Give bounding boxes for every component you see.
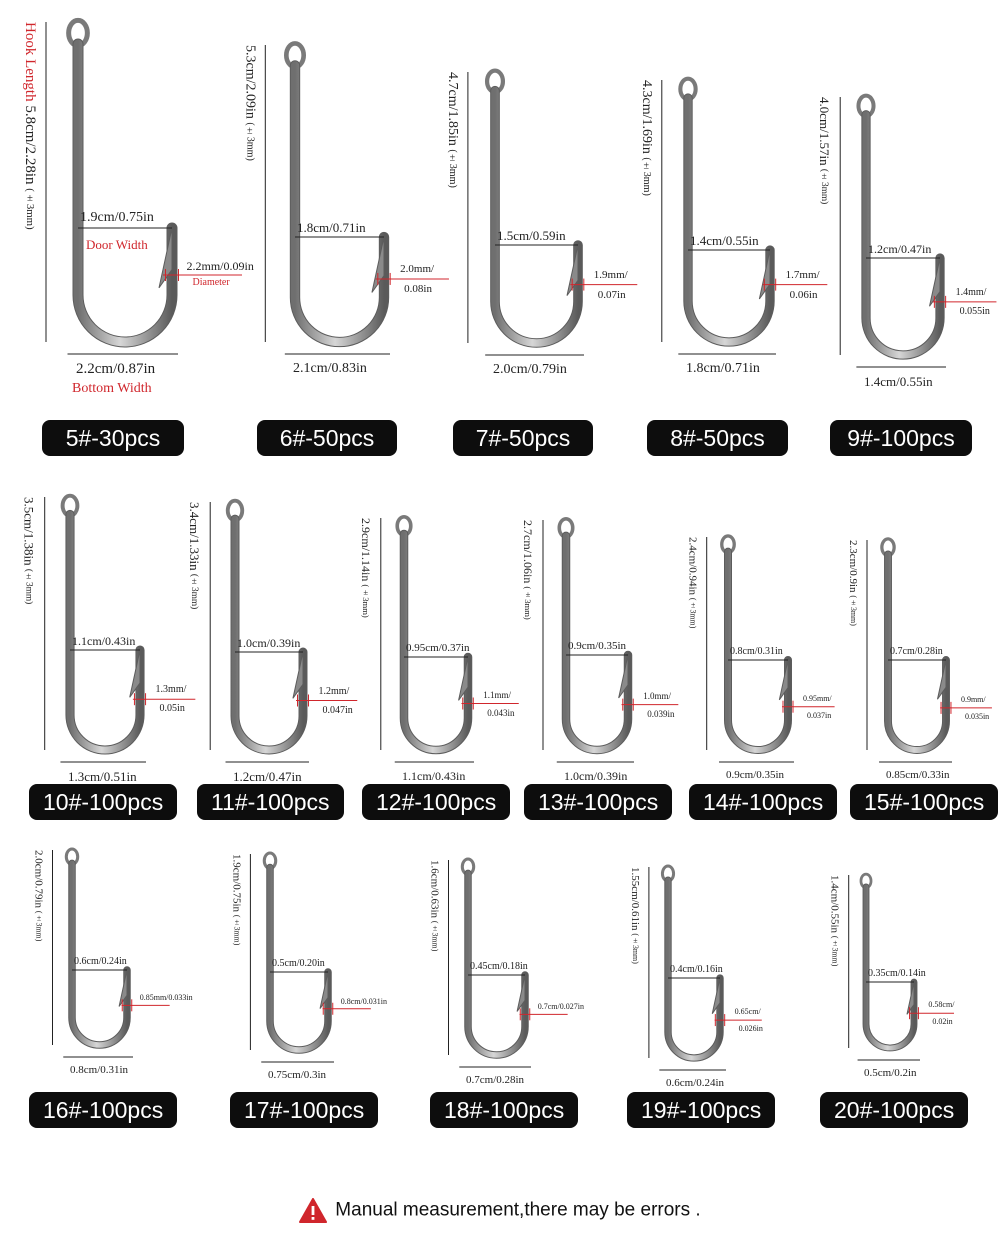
diameter-value-inch: 0.037in <box>806 710 832 720</box>
diameter-value-inch: 0.05in <box>159 703 185 715</box>
hook-2 <box>265 43 449 354</box>
size-badge: 17#-100pcs <box>230 1092 378 1128</box>
door-width-value: 0.5cm/0.20in <box>272 958 325 969</box>
tolerance-label: (±3mm) <box>430 920 440 952</box>
door-width-value: 0.7cm/0.28in <box>890 646 943 657</box>
bottom-width-title: Bottom Width <box>72 381 152 396</box>
bottom-width-value: 2.1cm/0.83in <box>293 361 367 376</box>
door-width-value: 1.0cm/0.39in <box>237 636 301 650</box>
tolerance-label: (±3mm) <box>849 595 858 626</box>
tolerance-label: (±3mm) <box>244 122 256 161</box>
hook-length-value: 5.8cm/2.28in <box>22 105 38 189</box>
hook-length-title: Hook Length <box>22 22 38 106</box>
diameter-value-inch: 0.06in <box>789 288 818 301</box>
bottom-width-value: 1.0cm/0.39in <box>564 769 628 783</box>
bottom-width-value: 1.1cm/0.43in <box>402 769 466 783</box>
tolerance-label: (±3mm) <box>360 584 371 618</box>
diameter-value: 1.0mm/ <box>643 690 671 701</box>
hook-wire <box>235 519 303 750</box>
hook-length-label <box>23 497 36 604</box>
hook-4 <box>662 79 828 354</box>
hook-1 <box>46 20 242 354</box>
diameter-value: 1.3mm/ <box>155 684 187 696</box>
tolerance-label: (±3mm) <box>640 157 652 196</box>
hook-length-label <box>33 850 44 941</box>
hook-wire <box>72 863 127 1045</box>
bottom-width-value: 0.9cm/0.35in <box>726 769 785 781</box>
bottom-width-value: 2.0cm/0.79in <box>493 362 567 377</box>
hook-length-label <box>818 97 831 204</box>
hook-length-label <box>242 45 256 161</box>
door-width-value: 0.8cm/0.31in <box>730 646 783 657</box>
tolerance-label: (±3mm) <box>630 933 640 964</box>
hook-length-label <box>429 860 440 951</box>
hook-length-value: 1.6cm/0.63in <box>428 860 441 921</box>
size-badge: 8#-50pcs <box>647 420 788 456</box>
hook-outline <box>495 91 578 343</box>
door-width-value: 0.95cm/0.37in <box>406 642 470 654</box>
diameter-value: 1.9mm/ <box>593 268 628 281</box>
bottom-width-value: 0.85cm/0.33in <box>886 769 950 781</box>
diameter-value-inch: 0.08in <box>404 282 432 295</box>
size-badge: 19#-100pcs <box>627 1092 775 1128</box>
diameter-value: 1.1mm/ <box>483 689 512 700</box>
door-width-value: 1.4cm/0.55in <box>690 233 759 248</box>
hook-6 <box>45 496 196 762</box>
hook-length-value: 2.4cm/0.94in <box>686 537 699 598</box>
diameter-value-inch: 0.035in <box>964 711 990 721</box>
door-width-value: 1.5cm/0.59in <box>497 228 566 243</box>
hook-wire <box>295 65 384 342</box>
diameter-value-inch: 0.047in <box>322 704 353 716</box>
door-width-title: Door Width <box>86 237 148 252</box>
tolerance-label: (±3mm) <box>232 914 242 946</box>
bottom-width-value: 1.4cm/0.55in <box>864 374 933 389</box>
hook-length-value: 3.4cm/1.33in <box>187 502 203 574</box>
size-badge: 18#-100pcs <box>430 1092 578 1128</box>
diameter-value: 0.85mm/0.033in <box>139 993 193 1003</box>
hook-length-label <box>847 540 858 626</box>
diameter-value: 2.0mm/ <box>400 262 435 275</box>
hook-length-label <box>445 72 459 188</box>
diameter-value: 0.95mm/ <box>802 693 832 703</box>
diameter-value: 0.8cm/0.031in <box>340 996 387 1006</box>
size-badge: 12#-100pcs <box>362 784 510 820</box>
tolerance-label: (±3mm) <box>688 597 698 629</box>
hook-wire <box>70 514 140 750</box>
size-badge: 15#-100pcs <box>850 784 998 820</box>
hook-length-value: 1.55cm/0.61in <box>628 867 641 934</box>
diameter-value: 2.2mm/0.09in <box>186 259 254 273</box>
hook-12 <box>53 849 170 1057</box>
diameter-value: 0.58cm/ <box>928 1000 955 1010</box>
hook-length-value: 4.3cm/1.69in <box>638 80 654 158</box>
size-badge: 9#-100pcs <box>830 420 972 456</box>
tolerance-label: (±3mm) <box>24 188 36 230</box>
hook-outline <box>72 863 127 1045</box>
hook-length-label <box>629 867 640 964</box>
tolerance-label: (±3mm) <box>23 568 34 605</box>
diameter-value: 1.2mm/ <box>318 685 350 697</box>
hook-length-label <box>360 518 372 618</box>
bottom-width-value: 2.2cm/0.87in <box>76 361 156 377</box>
hook-length-label <box>639 80 653 196</box>
footer-text: Manual measurement,there may be errors . <box>335 1199 701 1221</box>
door-width-value: 1.2cm/0.47in <box>868 242 932 256</box>
diameter-value: 1.4mm/ <box>955 286 987 298</box>
tolerance-label: (±3mm) <box>34 910 44 942</box>
hook-outline <box>78 44 172 342</box>
hook-length-label <box>230 854 241 945</box>
diameter-title: Diameter <box>192 277 230 288</box>
footer-note <box>0 1198 1000 1223</box>
door-width-value: 1.1cm/0.43in <box>72 634 136 648</box>
size-badge: 20#-100pcs <box>820 1092 968 1128</box>
diameter-value: 0.9mm/ <box>960 694 986 704</box>
bottom-width-value: 1.8cm/0.71in <box>686 361 760 376</box>
hook-length-label <box>687 537 698 628</box>
size-badge: 11#-100pcs <box>197 784 344 820</box>
bottom-width-value: 1.2cm/0.47in <box>233 769 302 784</box>
size-badge: 13#-100pcs <box>524 784 672 820</box>
hook-outline <box>688 98 770 342</box>
hook-length-value: 2.7cm/1.06in <box>521 520 535 587</box>
bottom-width-value: 1.3cm/0.51in <box>68 769 137 784</box>
diameter-value-inch: 0.055in <box>959 305 990 317</box>
diameter-value-inch: 0.07in <box>597 288 626 301</box>
size-badge: 14#-100pcs <box>689 784 837 820</box>
diameter-value: 0.7cm/0.027in <box>537 1002 584 1012</box>
hook-length-value: 1.4cm/0.55in <box>828 875 841 936</box>
hook-length-value: 2.9cm/1.14in <box>358 518 373 585</box>
hook-length-value: 2.3cm/0.9in <box>847 540 859 596</box>
bottom-width-value: 0.6cm/0.24in <box>666 1077 725 1089</box>
hook-7 <box>210 501 357 762</box>
hook-outline <box>866 115 940 355</box>
door-width-value: 1.8cm/0.71in <box>297 220 366 235</box>
hook-outline <box>235 519 303 750</box>
warning-triangle-icon <box>299 1198 327 1223</box>
size-badge: 16#-100pcs <box>29 1092 177 1128</box>
hook-wire <box>866 115 940 355</box>
hook-length-label <box>522 520 534 620</box>
door-width-value: 1.9cm/0.75in <box>80 210 154 225</box>
hook-length-label <box>829 875 840 966</box>
bottom-width-value: 0.75cm/0.3in <box>268 1069 327 1081</box>
door-width-value: 0.9cm/0.35in <box>568 640 627 652</box>
door-width-value: 0.35cm/0.14in <box>868 968 926 979</box>
hook-length-value: 2.0cm/0.79in <box>32 850 45 911</box>
door-width-value: 0.4cm/0.16in <box>670 964 723 975</box>
hook-length-value: 4.7cm/1.85in <box>444 72 460 150</box>
diameter-value-inch: 0.043in <box>487 707 515 718</box>
tolerance-label: (±3mm) <box>523 586 533 620</box>
door-width-value: 0.6cm/0.24in <box>74 956 127 967</box>
bottom-width-value: 0.8cm/0.31in <box>70 1064 129 1076</box>
hook-outline <box>70 514 140 750</box>
size-badge: 6#-50pcs <box>257 420 397 456</box>
diameter-value-inch: 0.02in <box>932 1017 953 1027</box>
bottom-width-value: 0.5cm/0.2in <box>864 1067 917 1079</box>
hook-length-value: 4.0cm/1.57in <box>817 97 833 169</box>
tolerance-label: (±3mm) <box>830 935 840 967</box>
diameter-value-inch: 0.039in <box>647 708 675 719</box>
hook-length-value: 1.9cm/0.75in <box>230 854 243 915</box>
door-width-value: 0.45cm/0.18in <box>470 961 528 972</box>
tolerance-label: (±3mm) <box>189 573 200 610</box>
hook-length-label <box>22 22 37 230</box>
hook-outline <box>295 65 384 342</box>
hook-wire <box>495 91 578 343</box>
size-badge: 5#-30pcs <box>42 420 184 456</box>
tolerance-label: (±3mm) <box>819 168 830 205</box>
diameter-value-inch: 0.026in <box>738 1024 763 1034</box>
hook-wire <box>78 44 172 342</box>
diameter-value: 1.7mm/ <box>785 268 820 281</box>
hook-5 <box>840 96 996 367</box>
hook-3 <box>468 71 637 355</box>
hook-length-value: 3.5cm/1.38in <box>21 497 37 569</box>
hook-wire <box>688 98 770 342</box>
hook-length-value: 5.3cm/2.09in <box>242 45 258 123</box>
diameter-value: 0.65cm/ <box>734 1007 761 1017</box>
bottom-width-value: 0.7cm/0.28in <box>466 1074 525 1086</box>
size-badge: 7#-50pcs <box>453 420 593 456</box>
hook-8 <box>381 517 519 762</box>
tolerance-label: (±3mm) <box>446 149 458 188</box>
hook-length-label <box>188 502 201 609</box>
size-badge: 10#-100pcs <box>29 784 177 820</box>
